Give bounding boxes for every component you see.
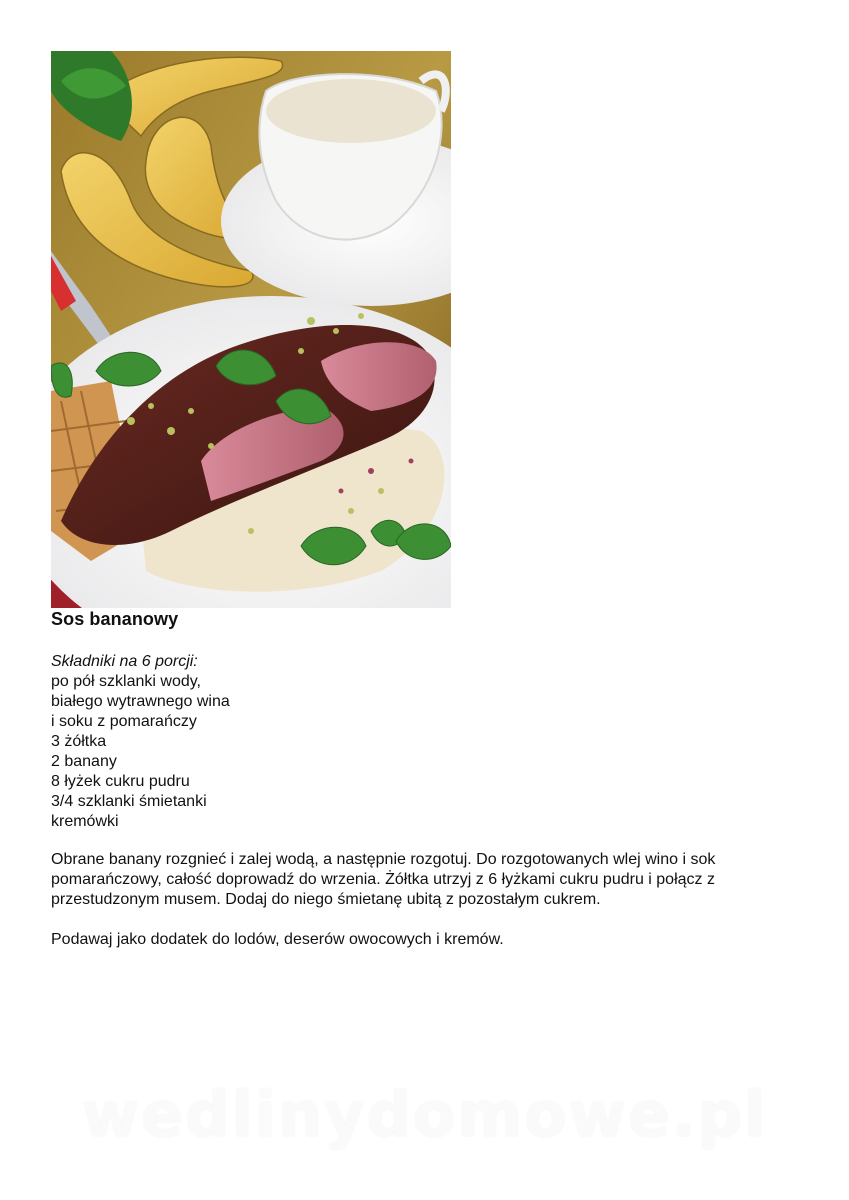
ingredient-line: po pół szklanki wody, (51, 673, 201, 690)
ingredient-line: 2 banany (51, 753, 117, 770)
serving-paragraph: Podawaj jako dodatek do lodów, deserów owocowych i kremów. (51, 931, 504, 948)
watermark: wedlinydomowe.pl (81, 1078, 768, 1151)
ingredient-line: białego wytrawnego wina (51, 693, 230, 710)
ingredient-line: 3 żółtka (51, 733, 107, 750)
ingredient-line: 8 łyżek cukru pudru (51, 773, 190, 790)
instructions-paragraph: Obrane banany rozgnieć i zalej wodą, a następnie rozgotuj. Do rozgotowanych wlej wino i sok pomarańczowy, całość doprowadź do wrzenia. Żółtka utrzyj z 6 łyżkami cukru pudru i połącz z przestudzonym musem. Dodaj do niego śmietanę ubitą z pozostałym cukrem. (51, 851, 716, 908)
recipe-title: Sos bananowy (51, 609, 179, 629)
ingredients-list (51, 652, 230, 832)
ingredient-line: i soku z pomarańczy (51, 713, 197, 730)
ingredients-header: Składniki na 6 porcji: (51, 653, 198, 670)
ingredient-line: kremówki (51, 813, 119, 830)
ingredient-line: 3/4 szklanki śmietanki (51, 793, 207, 810)
recipe-photo (51, 51, 451, 608)
